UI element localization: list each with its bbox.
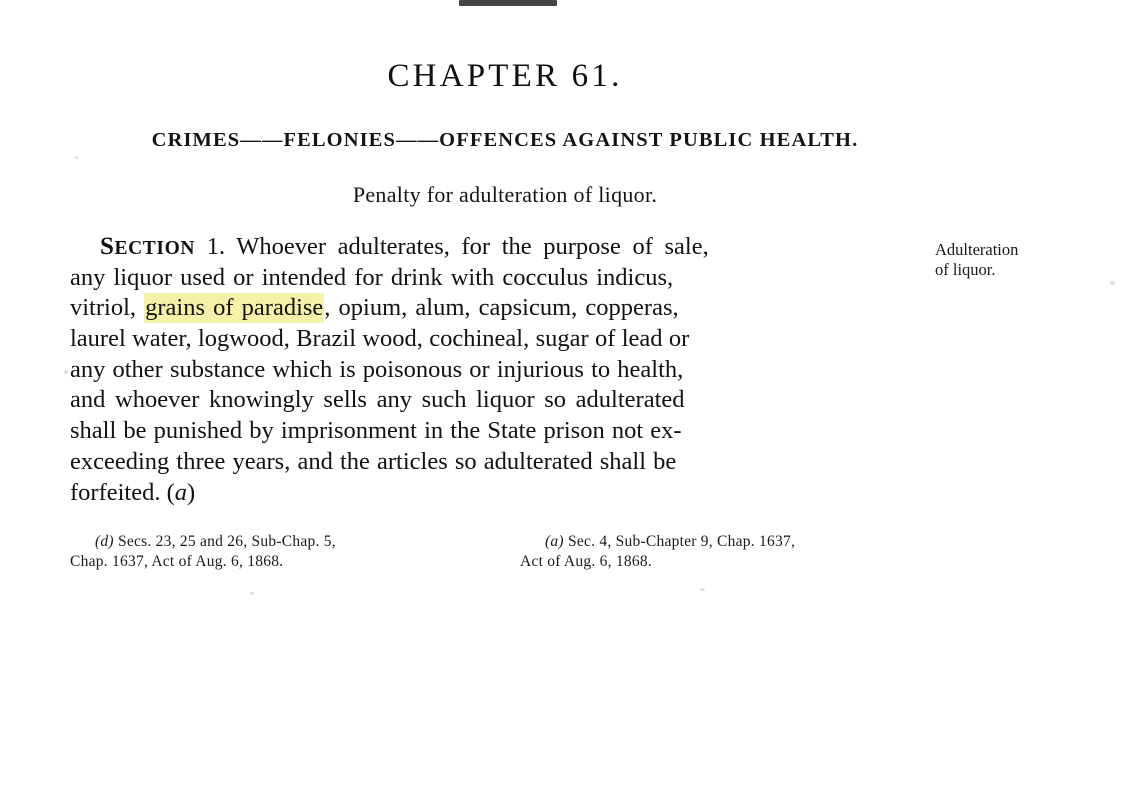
footnote-left-mark: (d) (95, 533, 114, 550)
footnote-left (70, 532, 500, 571)
body-line-3 (70, 293, 934, 324)
body-line-8-text: exceeding three years, and the articles so adulterated shall be (70, 447, 677, 475)
body-line-4-text: laurel water, logwood, Brazil wood, cochineal, sugar of lead or (70, 325, 690, 353)
body-line-3-before: vitriol, (70, 294, 145, 322)
body-line-9 (70, 478, 934, 509)
footnote-right-mark: (a) (545, 533, 564, 550)
body-line-7-text: shall be punished by imprisonment in the State prison not ex- (70, 417, 682, 445)
body-line-1-text: 1. Whoever adulterates, for the purpose of sale, (195, 233, 709, 260)
footnote-right (520, 532, 950, 571)
section-subtitle: CRIMES——FELONIES——OFFENCES AGAINST PUBLIC HEALTH. (151, 129, 859, 151)
margin-note-line-1: Adulteration (935, 240, 1019, 259)
body-line-2 (70, 263, 934, 294)
body-line-9-before: forfeited. ( (70, 478, 175, 506)
page-title: CHAPTER 61. (387, 58, 623, 94)
section-label-initial: S (100, 233, 115, 260)
body-line-4 (70, 324, 934, 355)
margin-note (935, 240, 1125, 280)
body-line-5 (70, 355, 934, 386)
margin-note-line-2: of liquor. (935, 260, 996, 279)
section-label-rest: ECTION (114, 238, 196, 259)
body-line-9-after: ) (187, 478, 196, 506)
body-line-7 (70, 416, 934, 447)
scan-speck-2 (64, 370, 68, 374)
penalty-heading: Penalty for adulteration of liquor. (352, 182, 658, 207)
footnote-right-line-1 (520, 532, 950, 552)
footnote-left-line-2: Chap. 1637, Act of Aug. 6, 1868. (70, 552, 284, 570)
footnote-left-text-1: Secs. 23, 25 and 26, Sub-Chap. 5, (113, 533, 336, 550)
body-line-3-after: , opium, alum, capsicum, copperas, (324, 294, 679, 322)
body-line-1 (70, 232, 934, 263)
footnote-left-line-1 (70, 532, 500, 552)
section-label (100, 233, 195, 260)
scan-speck-4 (1110, 281, 1115, 285)
statute-body (70, 232, 934, 508)
body-line-5-text: any other substance which is poisonous or injurious to health, (70, 355, 684, 383)
highlighted-phrase: grains of paradise (145, 294, 324, 322)
footnote-right-line-2: Act of Aug. 6, 1868. (520, 552, 653, 570)
body-line-2-text: any liquor used or intended for drink with cocculus indicus, (70, 263, 674, 291)
footnotes (70, 532, 950, 592)
scan-speck-5 (700, 588, 705, 591)
scan-speck-3 (250, 592, 254, 595)
top-scan-rule (459, 0, 557, 6)
scan-speck-1 (75, 156, 78, 159)
footnote-right-text-1: Sec. 4, Sub-Chapter 9, Chap. 1637, (563, 533, 796, 550)
body-line-6-text: and whoever knowingly sells any such liquor so adulterated (70, 386, 685, 414)
body-line-6 (70, 385, 934, 416)
body-line-8 (70, 447, 934, 478)
footnote-ref-a: a (174, 478, 187, 506)
